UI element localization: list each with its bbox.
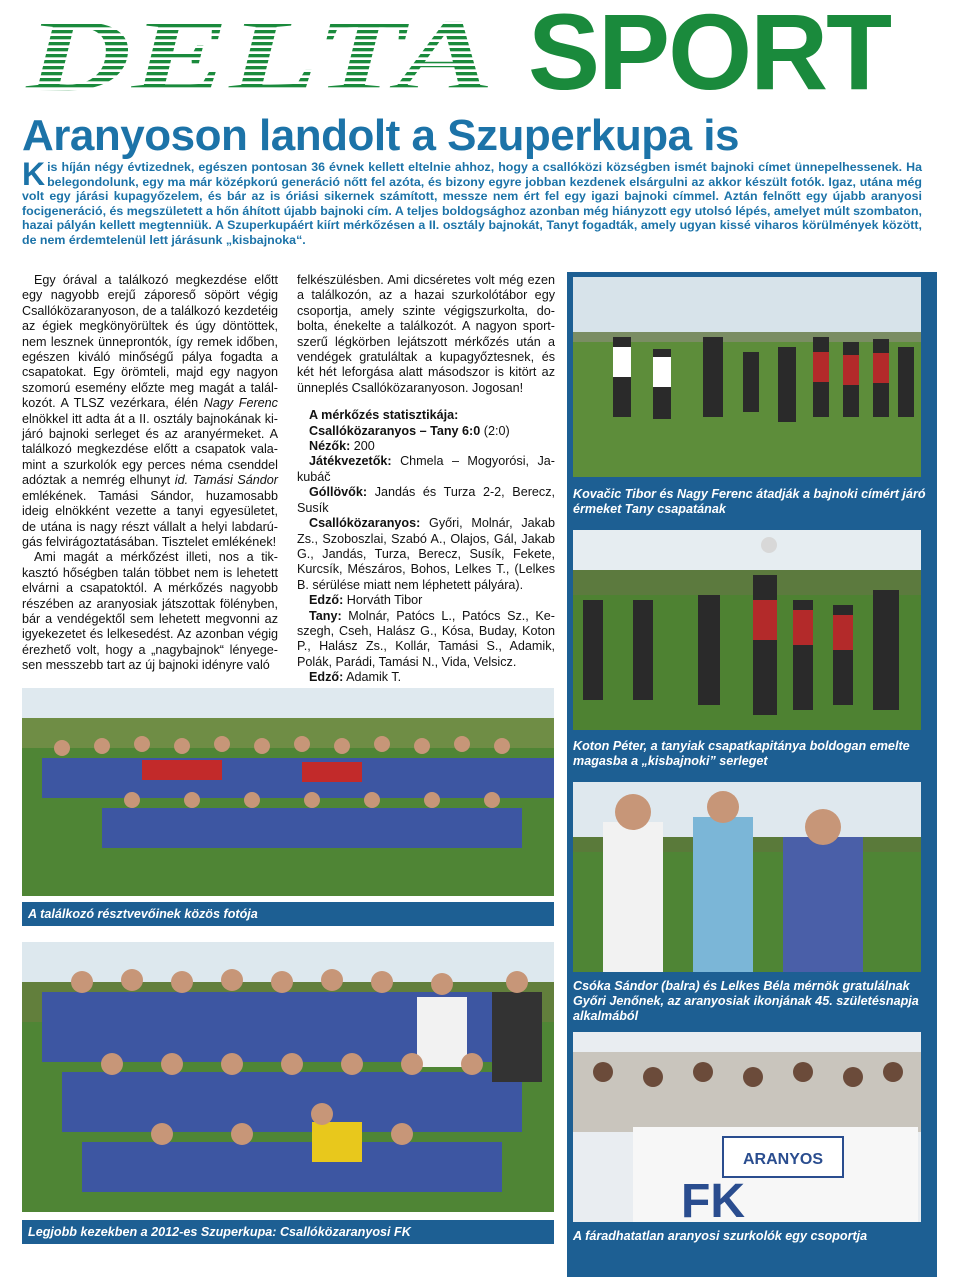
photo-group-all-participants [22,688,554,896]
photo-supporters [573,1032,921,1222]
coach1-row [297,593,555,608]
delta-text: DELTA [24,6,494,98]
team2-row [297,609,555,671]
photo-captain-trophy [573,530,921,730]
team1-row [297,516,555,593]
coach2-row [297,670,555,685]
label: Góllövők: [309,485,368,500]
photo-birthday-greeting [573,782,921,972]
label: Tany: [309,608,342,623]
value: Molnár, Patócs L., Patócs Sz., Keszegh, Cseh, Halász G., Kósa, Buday, Koton P., Halász Zs., Kollár, Tamási S., Adamik, Polák, Parádi, Tamási N., Vida, Velsicz. [297,608,555,669]
text-run: elnökkel itt adta át a II. osztály bajnokának kijáró bajnoki serleget és az aranyérmeket. A találkozó megkezdése előtt a csapatok valamint a szurkolók egy perces néma csenddel adóztak a nemrég elhunyt [22,411,278,488]
scorers-row [297,485,555,516]
person-name: Nagy Ferenc [203,396,278,411]
label: Edző: [309,670,344,685]
sport-logo: SPORT [528,0,891,112]
value: 200 [350,439,375,454]
label: Játékvezetők: [309,454,392,469]
text-run: Egy órával a találkozó megkezdése előtt egy nagyobb erejű záporeső söpört végig Csallóközaranyoson, de a találkozó kezdetéig az égiek megkönyörültek és úgy döntöttek, nem lesznek ünneprontók, így remek időben, egészen kiváló minőségű pálya fogadta a csapatokat. Egy örömteli, majd egy nagyon szomorú esemény előzte meg magát a találkozót. A TLSZ vezérkara, élén [22,273,278,411]
headline: Aranyoson landolt a Szuperkupa is [22,111,739,160]
person-name: id. Tamási Sándor [174,473,278,488]
paragraph: felkészülésben. Ami dicséretes volt még ezen a találkozón, az a hazai szurkolótábor egy csoportja, amely szinte végigszurkolta, dobolta, énekelte a találkozót. A nagyon sportszerű légkörben lejátszott mérkőzés után a vendégek gratuláltak a kupagyőztesnek, és két hét leforgása alatt másodszor is kitört az ünneplés Csallóközaranyoson. Jogosan! [297,273,555,395]
value: Adamik T. [343,670,402,685]
value: Győri, Molnár, Jakab Zs., Szoboszlai, Szabó A., Olajos, Gál, Jakab G., Jandás, Turza, Berecz, Susík, Fekete, Kurcsík, Mészáros, Bohos, Lelkes T., (Lelkes B. sérülése miatt nem léphetett pályára). [297,516,555,592]
drop-cap: K [22,156,46,192]
article-column-2 [297,273,555,686]
delta-logo [22,6,502,98]
paragraph: Ami magát a mérkőzést illeti, nos a tikkasztó hőségben talán többet nem is lehetett elvárni a csapatoktól. A mérkőzés nagyobb részében az aranyosiak játszottak fölényben, bár a vendégektől sem lehetett megvonni az igyekezetet és lelkesedést. Az azonban végig érezhető volt, hogy a „nagybajnok“ lényegesen messzebb tart az új bajnoki idényre való [22,550,278,673]
banner-aranyos-text: ARANYOS [742,1151,824,1168]
value: Horváth Tibor [343,593,423,608]
match-stats [297,408,555,685]
photo-team-with-cup [22,942,554,1212]
caption-3: Csóka Sándor (balra) és Lelkes Béla mérnök gratulálnak Győri Jenőnek, az aranyosiak ikonjának 45. születésnapja alkalmából [567,974,937,1030]
stats-title: A mérkőzés statisztikája: [309,408,459,423]
paragraph [22,273,278,550]
photo-medal-ceremony [573,277,921,477]
banner-fk-text: FK [681,1175,745,1222]
article-column-1 [22,273,278,674]
caption-4: A fáradhatatlan aranyosi szurkolók egy csoportja [567,1224,937,1246]
match-result [297,424,555,439]
label: Csallóközaranyos: [309,516,421,531]
lead-paragraph [22,156,922,248]
caption-6: Legjobb kezekben a 2012-es Szuperkupa: Csallóközaranyosi FK [22,1220,554,1244]
lead-text: is híján négy évtizednek, egészen pontosan 36 évnek kellett eltelnie ahhoz, hogy a csallóközi községben ismét bajnoki címet ünnepelhessenek. Ha belegondolunk, egy ma már középkorú generáció nőtt fel azóta, és bizony egyre jobban kezdenek elsárgulni az akkor készült fotók. Igaz, utána még volt egy járási kupagyőzelem, és bár az is óriási sikernek számított, messze nem ért fel egy igazi bajnoki címmel. Aztán felnőtt egy újabb aranyosi focigeneráció, és megszületett a hőn áhított újabb bajnoki cím. A teljes boldogsághoz azonban még hiányzott egy utolsó lépés, amelyet múlt szombaton, hazai pályán kellett megtenniük. A Szuperkupáért kiírt mérkőzésen a II. osztály bajnokát, Tanyt fogadták, amely ugyan kissé viharos körülmények között, de nem érdemtelenül lett járásunk „kisbajnoka“. [22,160,922,247]
caption-5: A találkozó résztvevőinek közös fotója [22,902,554,926]
value: Jandás és Turza 2-2, Berecz, Susík [297,485,555,515]
caption-2: Koton Péter, a tanyiak csapatkapitánya boldogan emelte magasba a „kisbajnoki” serleget [567,734,937,778]
viewers-row [297,439,555,454]
value: Chmela – Mogyorósi, Jakubáč [297,454,555,484]
score: Csallóközaranyos – Tany 6:0 [309,423,481,438]
caption-1: Kovačic Tibor és Nagy Ferenc átadják a bajnoki címért járó érmeket Tany csapatának [567,482,937,526]
halftime-score: (2:0) [480,423,510,438]
label: Edző: [309,593,344,608]
label: Nézők: [309,439,351,454]
referees-row [297,454,555,485]
text-run: emlékének. Tamási Sándor, huzamosabb ideig elnökként vezette a tanyi egyesületet, de utána is nagy részt vállalt a helyi labdarúgás felvirágoztatásában. Tisztelet emlékének! [22,488,278,549]
